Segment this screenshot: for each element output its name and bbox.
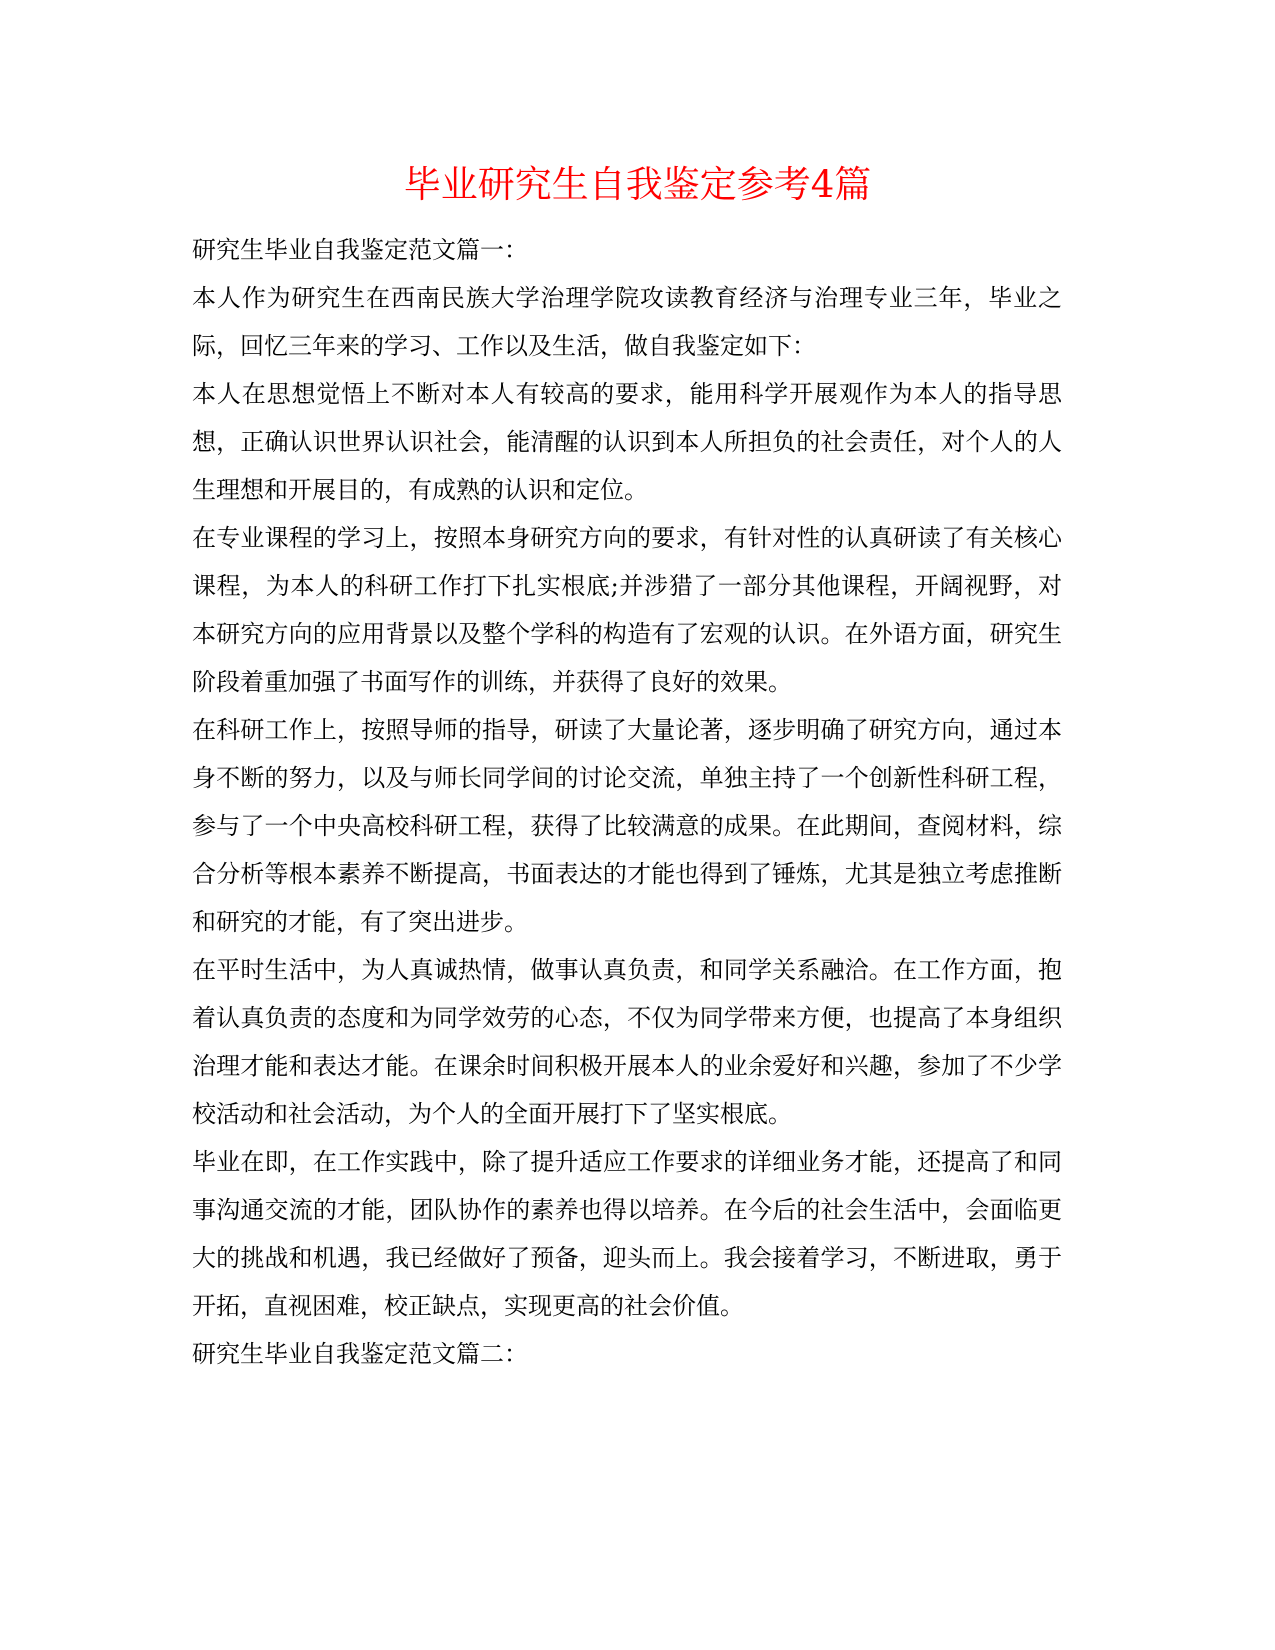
paragraph-coursework: 在专业课程的学习上，按照本身研究方向的要求，有针对性的认真研读了有关核心课程，为本人的科研工作打下扎实根底;并涉猎了一部分其他课程，开阔视野，对本研究方向的应用背景以及整个学科的构造有了宏观的认识。在外语方面，研究生阶段着重加强了书面写作的训练，并获得了良好的效果。 (192, 524, 1062, 696)
paragraph-research: 在科研工作上，按照导师的指导，研读了大量论著，逐步明确了研究方向，通过本身不断的努力，以及与师长同学间的讨论交流，单独主持了一个创新性科研工程，参与了一个中央高校科研工程，获得了比较满意的成果。在此期间，查阅材料，综合分析等根本素养不断提高，书面表达的才能也得到了锤炼，尤其是独立考虑推断和研究的才能，有了突出进步。 (192, 716, 1062, 936)
document-title: 毕业研究生自我鉴定参考4篇 (403, 163, 872, 206)
section-heading-two: 研究生毕业自我鉴定范文篇二： (192, 1340, 528, 1368)
paragraph-graduation: 毕业在即，在工作实践中，除了提升适应工作要求的详细业务才能，还提高了和同事沟通交流的才能，团队协作的素养也得以培养。在今后的社会生活中，会面临更大的挑战和机遇，我已经做好了预备，迎头而上。我会接着学习，不断进取，勇于开拓，直视困难，校正缺点，实现更高的社会价值。 (192, 1148, 1062, 1320)
paragraph-introduction: 本人作为研究生在西南民族大学治理学院攻读教育经济与治理专业三年，毕业之际，回忆三年来的学习、工作以及生活，做自我鉴定如下： (192, 284, 1062, 360)
document-body (192, 226, 1062, 1378)
paragraph-ideology: 本人在思想觉悟上不断对本人有较高的要求，能用科学开展观作为本人的指导思想，正确认识世界认识社会，能清醒的认识到本人所担负的社会责任，对个人的人生理想和开展目的，有成熟的认识和定位。 (192, 380, 1062, 504)
paragraph-daily-life: 在平时生活中，为人真诚热情，做事认真负责，和同学关系融洽。在工作方面，抱着认真负责的态度和为同学效劳的心态，不仅为同学带来方便，也提高了本身组织治理才能和表达才能。在课余时间积极开展本人的业余爱好和兴趣，参加了不少学校活动和社会活动，为个人的全面开展打下了坚实根底。 (192, 956, 1062, 1128)
section-heading-one: 研究生毕业自我鉴定范文篇一： (192, 236, 528, 264)
